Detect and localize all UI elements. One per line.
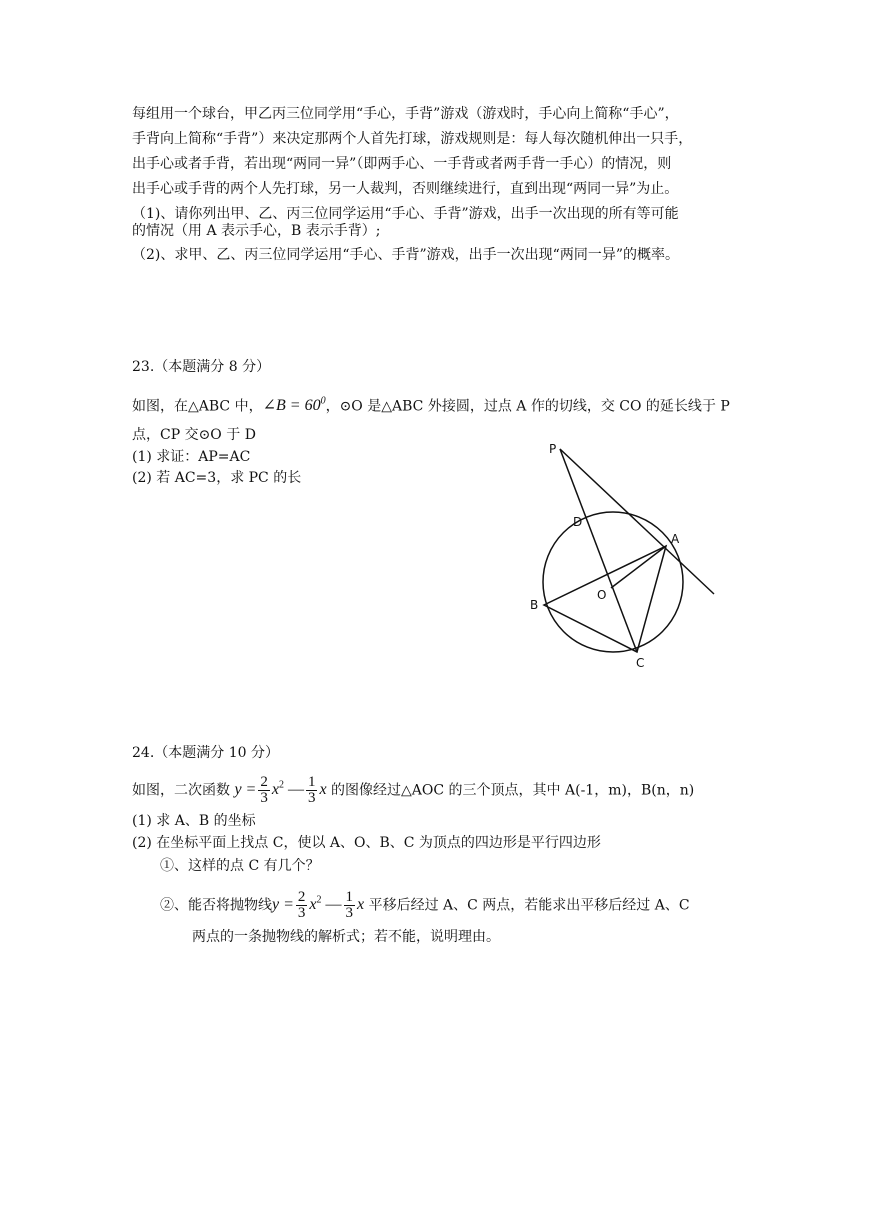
p22-line-7: （2)、求甲、乙、丙三位同学运用“手心、手背”游戏，出手一次出现“两同一异”的概率。 xyxy=(132,247,679,263)
p24-sub-3: 两点的一条抛物线的解析式；若不能，说明理由。 xyxy=(192,929,500,945)
p23-question-2: (2) 若 AC=3，求 PC 的长 xyxy=(132,470,302,486)
p24-question-2: (2) 在坐标平面上找点 C，使以 A、O、B、C 为顶点的四边形是平行四边形 xyxy=(132,835,601,851)
segment-pc xyxy=(560,449,637,652)
label-p: P xyxy=(549,442,557,456)
p24-sub-2 xyxy=(160,886,690,921)
label-b: B xyxy=(530,598,539,612)
p23-line-1-pre: 如图，在△ABC 中， xyxy=(132,398,263,415)
p23-line-2: 点，CP 交⊙O 于 D xyxy=(132,427,256,443)
label-a: A xyxy=(671,532,680,546)
parabola-formula: y = $\frac{2}{3}$ $x^2$ — $\frac{1}{3}$ x xyxy=(272,889,365,922)
circumcircle xyxy=(543,512,683,652)
p23-line-1-post: ，⊙O 是△ABC 外接圆，过点 A 作的切线，交 CO 的延长线于 P xyxy=(325,398,730,415)
p22-line-2: 手背向上简称“手背”）来决定那两个人首先打球，游戏规则是：每人每次随机伸出一只手， xyxy=(132,131,693,147)
p22-line-4: 出手心或手背的两个人先打球，另一人裁判，否则继续进行，直到出现“两同一异”为止。 xyxy=(132,181,679,197)
quadratic-formula: y = $\frac{2}{3}$ $x^2$ — $\frac{1}{3}$ x xyxy=(234,774,327,807)
p22-line-3: 出手心或者手背，若出现“两同一异”（即两手心、一手背或者两手背一手心）的情况，则 xyxy=(132,156,672,172)
geometry-figure xyxy=(520,435,730,675)
p24-title: 24.（本题满分 10 分） xyxy=(132,745,279,761)
p24-question-1: (1) 求 A、B 的坐标 xyxy=(132,813,256,829)
p24-line-1-pre: 如图，二次函数 xyxy=(132,782,230,799)
p24-sub-2-post: 平移后经过 A、C 两点，若能求出平移后经过 A、C xyxy=(368,897,690,914)
p23-question-1: (1) 求证：AP=AC xyxy=(132,449,251,465)
p23-title: 23.（本题满分 8 分） xyxy=(132,359,271,375)
angle-b-expression: ∠B = $60^0$ xyxy=(262,396,326,415)
p22-line-6: 的情况（用 A 表示手心，B 表示手背）; xyxy=(132,223,381,239)
p22-line-1: 每组用一个球台，甲乙丙三位同学用“手心，手背”游戏（游戏时，手心向上简称“手心”， xyxy=(132,106,679,122)
p23-line-1 xyxy=(132,392,730,416)
label-d: D xyxy=(573,515,583,529)
p24-sub-1: ①、这样的点 C 有几个？ xyxy=(160,858,320,874)
p24-line-1 xyxy=(132,771,694,806)
segment-oa xyxy=(611,546,666,588)
label-c: C xyxy=(636,656,645,670)
p22-line-5: （1)、请你列出甲、乙、丙三位同学运用“手心、手背”游戏，出手一次出现的所有等可能 xyxy=(132,206,679,222)
label-o: O xyxy=(597,588,607,602)
tangent-line xyxy=(560,449,714,594)
p24-line-1-post: 的图像经过△AOC 的三个顶点，其中 A(-1，m)，B(n，n) xyxy=(331,782,695,799)
p24-sub-2-pre: ②、能否将抛物线 xyxy=(160,897,272,914)
